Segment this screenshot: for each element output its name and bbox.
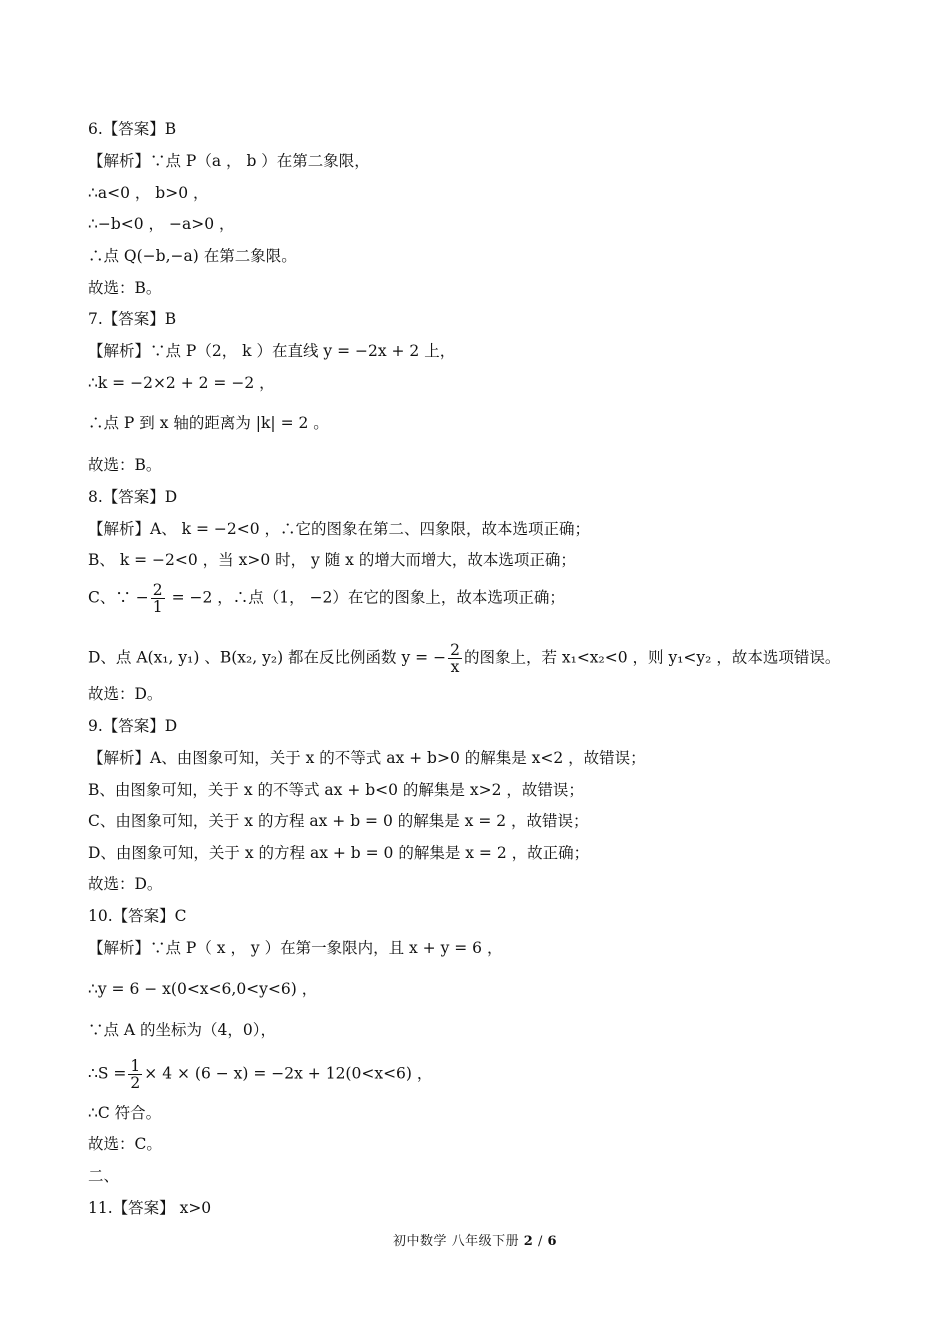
analysis-line: C、由图象可知，关于 x 的方程 ax + b = 0 的解集是 x = 2 ，故错误；	[88, 812, 589, 830]
analysis-line: 【解析】∵点 P（ x ， y ）在第一象限内，且 x + y = 6 ，	[88, 939, 503, 957]
answer-9: 9.【答案】D	[88, 717, 178, 735]
footer-page-total: 6	[547, 1234, 558, 1249]
footer-subject: 初中数学 八年级下册	[392, 1234, 520, 1249]
analysis-line: ∴点 Q(−b,−a) 在第二象限。	[88, 247, 297, 265]
choice-line: 故选：D。	[88, 875, 163, 893]
fraction-numerator: 2	[152, 581, 163, 599]
analysis-line: 【解析】A、由图象可知，关于 x 的不等式 ax + b>0 的解集是 x<2 ，故错误；	[88, 749, 646, 767]
answer-7: 7.【答案】B	[88, 310, 177, 328]
footer-separator: /	[537, 1234, 543, 1249]
analysis-line: ∴点 P 到 x 轴的距离为 |k| = 2 。	[88, 414, 329, 432]
analysis-line: B、 k = −2<0 ，当 x>0 时， y 随 x 的增大而增大，故本选项正确；	[88, 551, 576, 569]
analysis-line: 【解析】∵点 P（2， k ）在直线 y = −2x + 2 上，	[88, 342, 456, 360]
answer-10: 10.【答案】C	[88, 907, 187, 925]
fraction-numerator: 2	[450, 641, 460, 659]
choice-line: 故选：B。	[88, 456, 162, 474]
text-prefix: D、点 A(x₁, y₁) 、B(x₂, y₂) 都在反比例函数 y = −	[88, 648, 447, 667]
fraction	[448, 642, 462, 675]
answer-6: 6.【答案】B	[88, 120, 177, 138]
footer-page-number: 2	[523, 1234, 534, 1249]
section-heading: 二、	[88, 1167, 120, 1185]
fraction-numerator: 1	[130, 1057, 141, 1075]
answer-11: 11.【答案】 x>0	[88, 1199, 212, 1217]
analysis-line: ∴−b<0 ， −a>0 ，	[88, 215, 235, 233]
answer-8: 8.【答案】D	[88, 488, 178, 506]
text-eq: = −2 ，∴点	[166, 588, 264, 607]
page-footer	[0, 1230, 950, 1249]
analysis-line: ∵点 A 的坐标为（4，0），	[88, 1021, 277, 1039]
analysis-line: 【解析】A、 k = −2<0 ，∴它的图象在第二、四象限，故本选项正确；	[88, 520, 590, 538]
analysis-line: D、由图象可知，关于 x 的方程 ax + b = 0 的解集是 x = 2 ，故正确；	[88, 844, 590, 862]
analysis-line: ∴k = −2×2 + 2 = −2 ，	[88, 374, 275, 392]
analysis-line-s	[88, 1058, 432, 1091]
text-prefix: C、∵ −	[88, 588, 149, 607]
analysis-line: ∴C 符合。	[88, 1104, 162, 1122]
choice-line: 故选：C。	[88, 1135, 162, 1153]
fraction-denominator: 1	[152, 598, 163, 616]
analysis-line: ∴a<0 ， b>0 ，	[88, 184, 209, 202]
fraction	[151, 582, 165, 615]
analysis-line-d	[88, 642, 840, 675]
text-rest: × 4 × (6 − x) = −2x + 12(0<x<6) ，	[144, 1064, 433, 1083]
analysis-line-c	[88, 582, 565, 615]
fraction	[128, 1058, 142, 1091]
choice-line: 故选：D。	[88, 685, 163, 703]
fraction-denominator: x	[450, 658, 460, 676]
text-rest: （1， −2）在它的图象上，故本选项正确；	[263, 588, 565, 607]
text-rest: 的图象上，若 x₁<x₂<0 ，则 y₁<y₂ ，故本选项错误。	[463, 648, 841, 667]
analysis-line: ∴y = 6 − x(0<x<6,0<y<6) ，	[88, 980, 318, 998]
choice-line: 故选：B。	[88, 279, 162, 297]
fraction-denominator: 2	[130, 1074, 141, 1092]
analysis-line: B、由图象可知，关于 x 的不等式 ax + b<0 的解集是 x>2 ，故错误；	[88, 781, 584, 799]
text-prefix: ∴S =	[88, 1064, 127, 1083]
analysis-line: 【解析】∵点 P（a ， b ）在第二象限，	[88, 152, 370, 170]
